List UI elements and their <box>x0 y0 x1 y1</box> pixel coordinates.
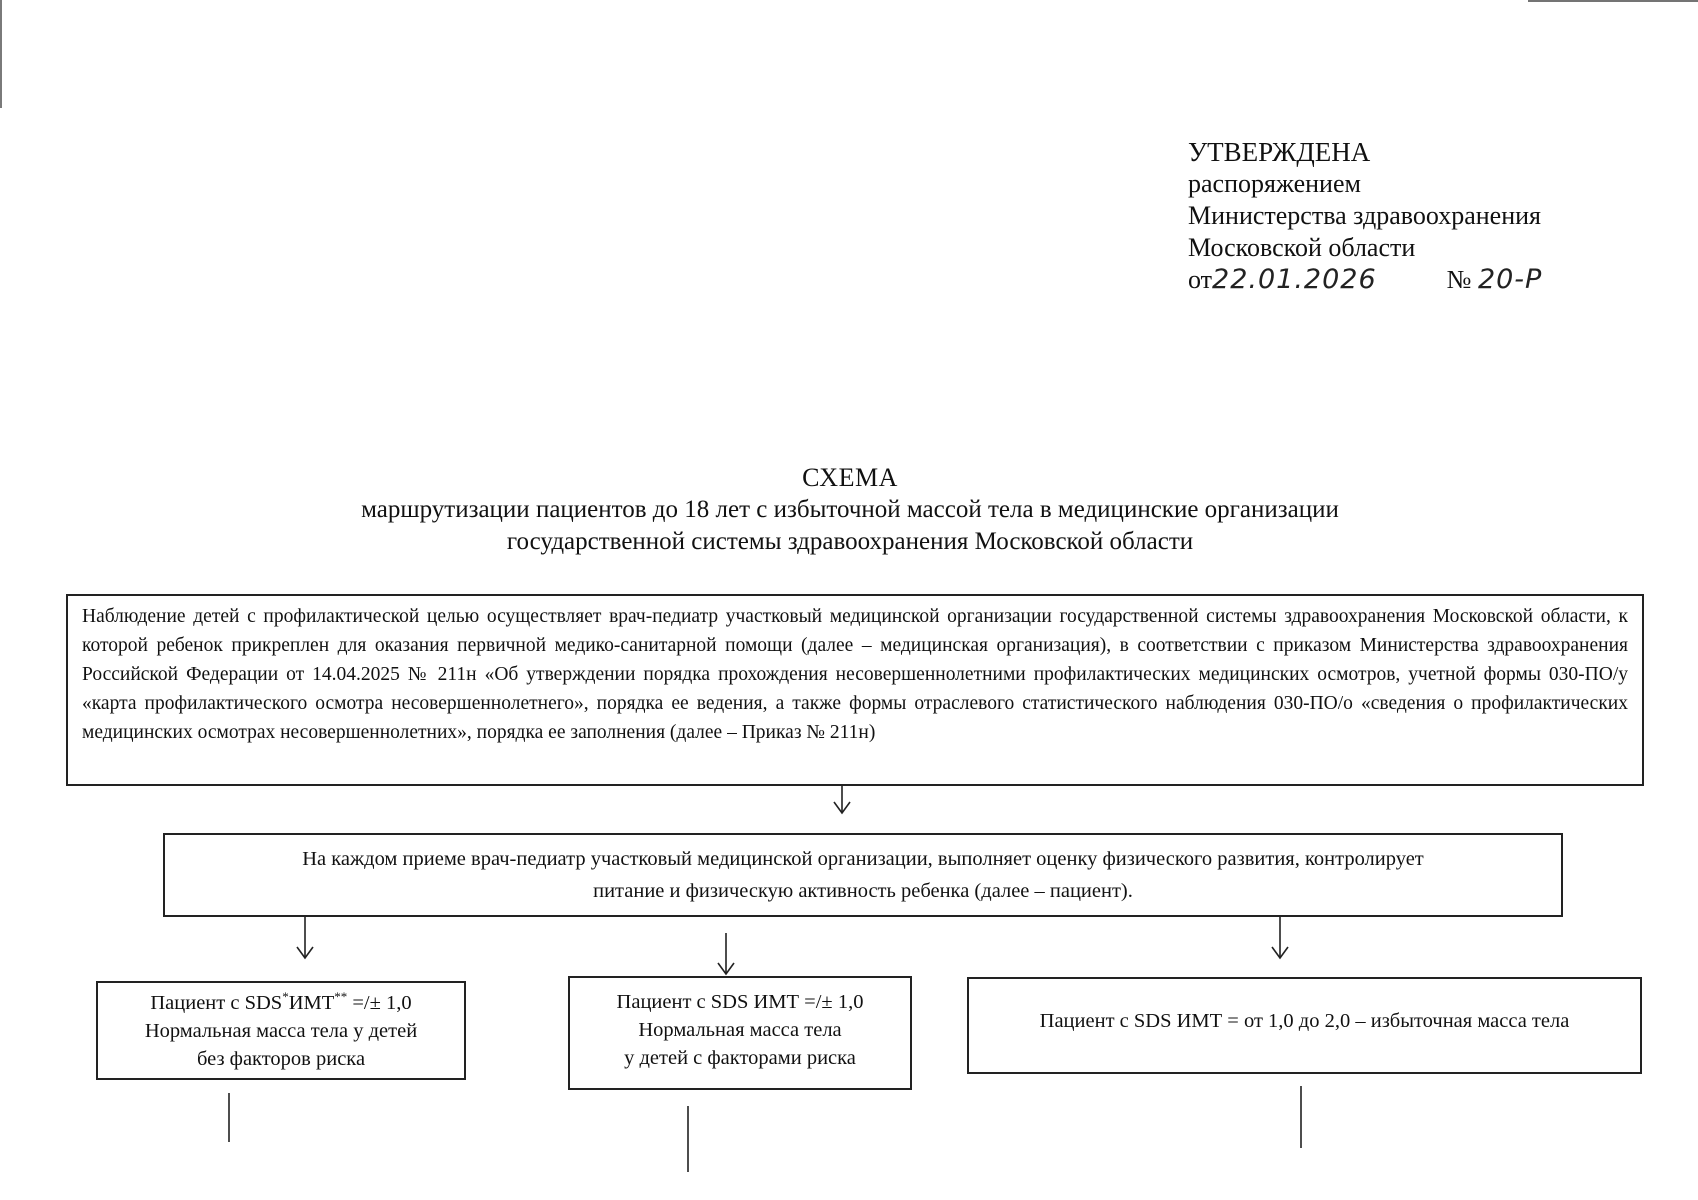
approval-title: УТВЕРЖДЕНА <box>1188 137 1371 167</box>
heading-line-1: маршрутизации пациентов до 18 лет с избыточной массой тела в медицинские организации <box>361 496 1339 523</box>
normal-no-risk-line-3: без факторов риска <box>196 1048 366 1070</box>
heading-title: СХЕМА <box>802 463 898 492</box>
approval-line-order: распоряжением <box>1188 169 1361 198</box>
sds-label: Пациент с SDS <box>150 992 283 1014</box>
assessment-box <box>163 833 1563 917</box>
imt-label: ИМТ <box>288 992 335 1014</box>
approval-line-ministry: Министерства здравоохранения <box>1188 201 1541 230</box>
normal-no-risk-line-1 <box>104 989 458 1017</box>
normal-no-risk-line-2: Нормальная масса тела у детей <box>144 1020 418 1042</box>
normal-risk-line-3: у детей с факторами риска <box>624 1047 856 1069</box>
observation-text: Наблюдение детей с профилактической целью осуществляет врач-педиатр участковый медицинской организации государственной системы здравоохранения Московской области, к которой ребенок прикреплен для оказания первичной медико-санитарной помощи (далее – медицинская организация), в соответствии с приказом Министерства здравоохранения Российской Федерации от 14.04.2025 № 211н «Об утверждении порядка прохождения несовершеннолетними профилактических медицинских осмотров, учетной формы 030-ПО/у «карта профилактического осмотра несовершеннолетнего», порядка ее ведения, а также формы отраслевого статистического наблюдения 030-ПО/о «сведения о профилактических медицинских осмотрах несовершеннолетних», порядка ее заполнения (далее – Приказ № 211н) <box>82 606 1628 743</box>
overweight-box <box>967 977 1642 1074</box>
heading-line-2: государственной системы здравоохранения Московской области <box>506 528 1194 555</box>
overweight-text: Пациент с SDS ИМТ = от 1,0 до 2,0 – избыточная масса тела <box>1039 1010 1570 1032</box>
normal-risk-line-1: Пациент с SDS ИМТ =/± 1,0 <box>616 991 864 1013</box>
date-prefix: от <box>1188 265 1213 294</box>
normal-weight-no-risk-box <box>96 981 466 1080</box>
sds-value: =/± 1,0 <box>347 992 412 1014</box>
handwritten-date: 22.01.2026 <box>1212 264 1377 295</box>
normal-weight-risk-box <box>568 976 912 1090</box>
normal-risk-line-2: Нормальная масса тела <box>638 1019 842 1041</box>
assessment-line-2: питание и физическую активность ребенка (далее – пациент). <box>593 880 1133 902</box>
handwritten-number: 20-Р <box>1477 264 1543 295</box>
footnote-mark-2: ** <box>334 989 348 1005</box>
number-prefix: № <box>1446 265 1472 294</box>
approval-line-region: Московской области <box>1188 233 1416 262</box>
observation-box <box>66 594 1644 786</box>
footnote-mark-1: * <box>282 989 289 1005</box>
assessment-line-1: На каждом приеме врач-педиатр участковый медицинской организации, выполняет оценку физического развития, контролирует <box>302 848 1424 870</box>
